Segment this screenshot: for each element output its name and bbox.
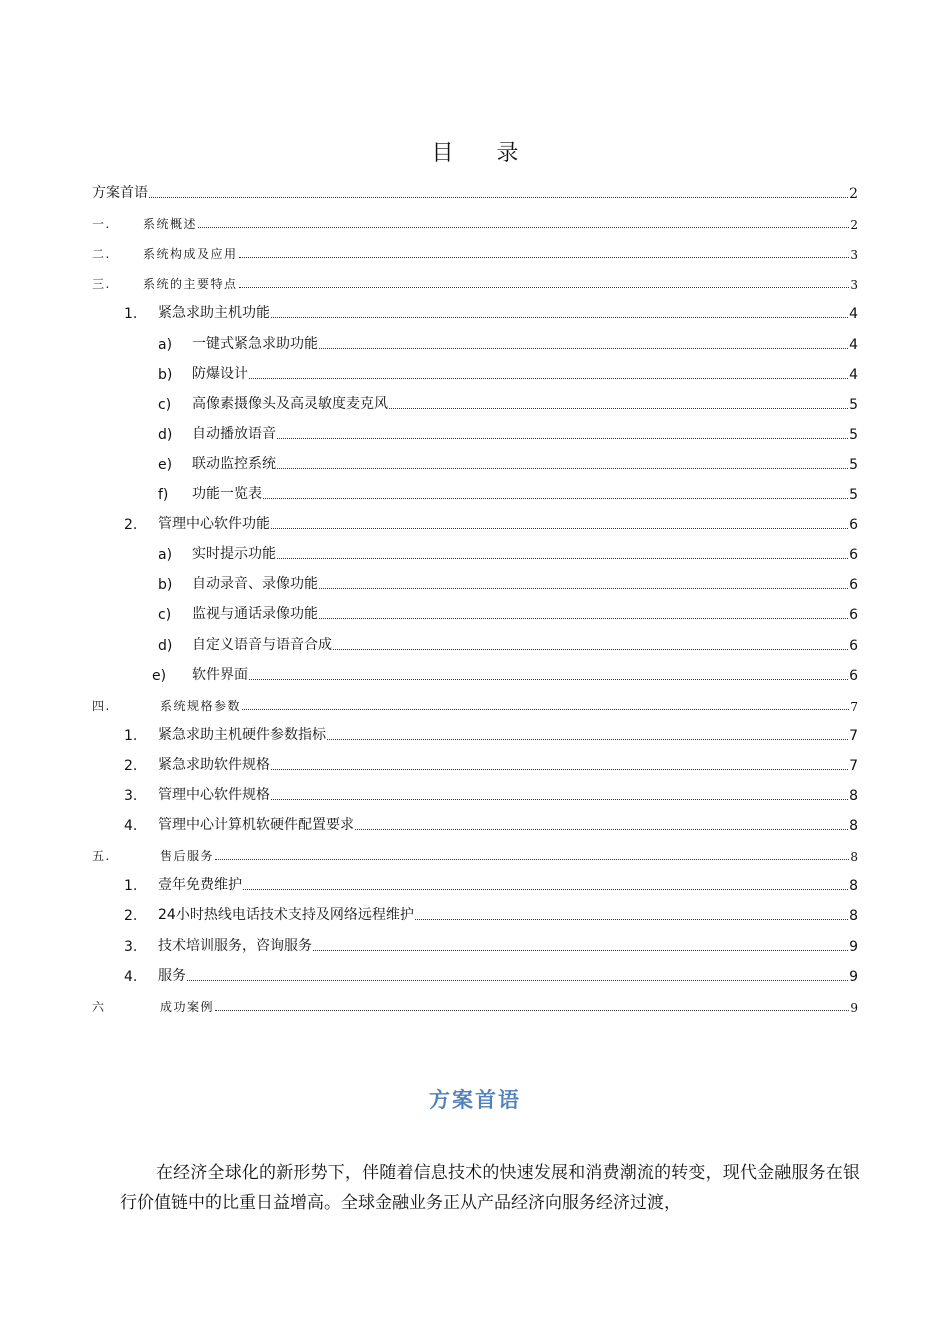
toc-entry[interactable] <box>0 842 950 864</box>
toc-entry-page-number: 4 <box>849 366 858 383</box>
toc-dot-leader <box>271 528 848 529</box>
toc-dot-leader <box>243 889 848 890</box>
toc-dot-leader <box>242 709 849 710</box>
toc-entry-page-number: 9 <box>849 938 858 955</box>
toc-entry-label: 成功案例 <box>160 999 215 1014</box>
toc-entry-page-number: 6 <box>849 607 858 624</box>
toc-entry-line <box>192 603 858 623</box>
toc-entry-number: a) <box>158 336 173 353</box>
toc-entry-page-number: 5 <box>849 456 858 473</box>
toc-entry-page-number: 8 <box>849 818 858 835</box>
toc-title-char-1: 目 <box>431 141 454 166</box>
toc-entry-page-number: 8 <box>850 850 858 865</box>
toc-entry-line <box>158 302 858 322</box>
toc-entry-label: 系统规格参数 <box>160 698 242 713</box>
toc-dot-leader <box>277 468 848 469</box>
toc-entry-page-number: 4 <box>849 336 858 353</box>
toc-entry-number: 三. <box>92 277 111 292</box>
toc-entry-label: 监视与通话录像功能 <box>192 606 318 623</box>
toc-entry-number: 2. <box>124 757 138 774</box>
toc-entry-line <box>160 697 858 714</box>
toc-entry-line <box>192 573 858 593</box>
section-heading: 方案首语 <box>429 1087 521 1112</box>
toc-entry-number: e) <box>152 667 167 684</box>
toc-entry-line <box>158 965 858 985</box>
toc-entry-page-number: 6 <box>849 517 858 534</box>
toc-entry-number: d) <box>158 637 173 654</box>
toc-entry[interactable] <box>0 481 950 503</box>
toc-entry-line <box>158 814 858 834</box>
toc-entry-label: 系统的主要特点 <box>143 277 238 292</box>
toc-entry-line <box>143 275 858 292</box>
toc-dot-leader <box>271 799 848 800</box>
toc-entry[interactable] <box>0 752 950 774</box>
toc-entry-line <box>92 182 858 202</box>
toc-entry[interactable] <box>0 963 950 985</box>
toc-entry-page-number: 4 <box>849 306 858 323</box>
toc-entry[interactable] <box>0 872 950 894</box>
toc-entry-number: 4. <box>124 818 138 835</box>
toc-entry-number: e) <box>158 456 173 473</box>
toc-entry-page-number: 8 <box>849 878 858 895</box>
toc-entry-line <box>158 874 858 894</box>
toc-entry-line <box>192 333 858 353</box>
toc-entry-label: 高像素摄像头及高灵敏度麦克风 <box>192 395 388 412</box>
toc-entry[interactable] <box>0 993 950 1015</box>
toc-entry-label: 系统构成及应用 <box>143 247 238 262</box>
toc-entry-line <box>192 393 858 413</box>
toc-entry[interactable] <box>0 331 950 353</box>
toc-dot-leader <box>215 859 849 860</box>
toc-entry-number: c) <box>158 607 172 624</box>
toc-entry[interactable] <box>0 210 950 232</box>
toc-entry-page-number: 6 <box>849 637 858 654</box>
toc-entry-label: 壹年免费维护 <box>158 877 242 894</box>
toc-entry-page-number: 6 <box>849 667 858 684</box>
toc-entry[interactable] <box>0 722 950 744</box>
toc-entry[interactable] <box>0 391 950 413</box>
toc-dot-leader <box>187 980 848 981</box>
toc-dot-leader <box>215 1010 849 1011</box>
toc-entry-line <box>192 634 858 654</box>
toc-entry-label: 24小时热线电话技术支持及网络远程维护 <box>158 907 414 924</box>
toc-entry-page-number: 3 <box>850 278 858 293</box>
toc-entry-page-number: 6 <box>849 577 858 594</box>
body-paragraph-container <box>120 1158 860 1218</box>
toc-dot-leader <box>249 679 848 680</box>
toc-entry[interactable] <box>0 692 950 714</box>
toc-entry-label: 管理中心计算机软硬件配置要求 <box>158 817 354 834</box>
toc-dot-leader <box>263 498 848 499</box>
toc-entry-label: 方案首语 <box>92 185 148 201</box>
toc-entry-number: b) <box>158 577 173 594</box>
toc-entry[interactable] <box>0 812 950 834</box>
toc-entry-label: 系统概述 <box>143 217 198 232</box>
toc-entry-number: 一. <box>92 217 111 232</box>
toc-dot-leader <box>271 769 848 770</box>
toc-entry-page-number: 5 <box>849 487 858 503</box>
toc-entry-label: 软件界面 <box>192 666 248 683</box>
toc-entry-line <box>192 423 858 443</box>
toc-entry-number: 四. <box>92 698 111 713</box>
toc-entry-label: 一键式紧急求助功能 <box>192 335 318 352</box>
toc-entry-line <box>158 904 858 924</box>
toc-dot-leader <box>277 438 848 439</box>
toc-dot-leader <box>319 618 848 619</box>
toc-entry[interactable] <box>0 421 950 443</box>
toc-entry-number: 1. <box>124 727 138 744</box>
toc-entry-number: 4. <box>124 968 138 985</box>
toc-entry-number: c) <box>158 396 172 413</box>
toc-dot-leader <box>249 378 848 379</box>
toc-entry-label: 管理中心软件功能 <box>158 516 270 533</box>
toc-entry-number: 1. <box>124 878 138 895</box>
toc-entry-label: 紧急求助主机硬件参数指标 <box>158 726 326 743</box>
toc-dot-leader <box>239 257 850 258</box>
toc-entry-line <box>192 543 858 563</box>
toc-entry-line <box>158 935 858 955</box>
toc-entry-line <box>158 784 858 804</box>
toc-entry[interactable] <box>0 601 950 623</box>
toc-entry-line <box>192 363 858 383</box>
toc-entry-label: 自定义语音与语音合成 <box>192 636 332 653</box>
toc-entry-line <box>160 847 858 864</box>
toc-entry-label: 管理中心软件规格 <box>158 787 270 803</box>
toc-dot-leader <box>415 919 848 920</box>
toc-title <box>0 136 950 167</box>
toc-entry-line <box>158 754 858 774</box>
toc-entry-label: 紧急求助主机功能 <box>158 305 270 322</box>
body-paragraph: 在经济全球化的新形势下，伴随着信息技术的快速发展和消费潮流的转变，现代金融服务在银行价值链中的比重日益增高。全球金融业务正从产品经济向服务经济过渡， <box>120 1163 860 1213</box>
toc-entry-number: 二. <box>92 247 111 262</box>
toc-dot-leader <box>271 317 848 318</box>
toc-entry-label: 服务 <box>158 967 186 984</box>
toc-dot-leader <box>319 588 848 589</box>
toc-entry-number: b) <box>158 366 173 383</box>
toc-entry-number: 1. <box>124 306 138 323</box>
toc-entry[interactable] <box>0 511 950 533</box>
toc-entry-label: 自动录音、录像功能 <box>192 576 318 593</box>
toc-entry-page-number: 3 <box>850 248 858 263</box>
toc-dot-leader <box>327 739 848 740</box>
toc-entry-line <box>160 998 858 1015</box>
toc-entry-page-number: 8 <box>849 788 858 804</box>
toc-entry[interactable] <box>0 451 950 473</box>
toc-entry[interactable] <box>0 662 950 684</box>
toc-dot-leader <box>149 197 848 198</box>
toc-dot-leader <box>198 227 849 228</box>
toc-dot-leader <box>319 348 848 349</box>
toc-entry-number: 3. <box>124 938 138 955</box>
toc-dot-leader <box>313 950 848 951</box>
toc-entry-label: 功能一览表 <box>192 486 262 502</box>
toc-entry-label: 实时提示功能 <box>192 546 276 563</box>
toc-entry-label: 技术培训服务，咨询服务 <box>158 937 312 954</box>
toc-entry-page-number: 7 <box>849 727 858 744</box>
toc-entry-number: a) <box>158 547 173 564</box>
toc-entry-page-number: 7 <box>849 757 858 774</box>
toc-entry-line <box>143 215 858 232</box>
toc-entry-number: 六 <box>92 999 106 1014</box>
toc-entry-number: 3. <box>124 788 138 804</box>
toc-entry-line <box>158 513 858 533</box>
toc-entry[interactable] <box>0 270 950 292</box>
toc-entry-number: d) <box>158 426 173 443</box>
toc-entry[interactable] <box>0 240 950 262</box>
toc-entry-page-number: 2 <box>849 186 858 202</box>
toc-entry-number: f) <box>158 487 169 503</box>
toc-dot-leader <box>277 558 848 559</box>
toc-entry[interactable] <box>0 571 950 593</box>
toc-entry-line <box>143 245 858 262</box>
toc-entry[interactable] <box>0 902 950 924</box>
toc-entry[interactable] <box>0 632 950 654</box>
toc-entry-label: 防爆设计 <box>192 365 248 382</box>
toc-entry-page-number: 8 <box>849 908 858 925</box>
toc-entry-page-number: 6 <box>849 547 858 564</box>
toc-entry[interactable] <box>0 180 950 202</box>
toc-entry-line <box>192 453 858 473</box>
toc-entry-page-number: 9 <box>849 968 858 985</box>
toc-entry-page-number: 2 <box>850 218 858 233</box>
toc-dot-leader <box>355 829 848 830</box>
toc-entry-label: 紧急求助软件规格 <box>158 756 270 773</box>
toc-entry-line <box>192 664 858 684</box>
toc-entry-line <box>158 724 858 744</box>
toc-title-char-2: 录 <box>496 141 519 166</box>
toc-entry-label: 售后服务 <box>160 849 215 864</box>
toc-entry[interactable] <box>0 933 950 955</box>
toc-entry[interactable] <box>0 782 950 804</box>
toc-dot-leader <box>333 649 848 650</box>
toc-dot-leader <box>389 408 848 409</box>
toc-entry[interactable] <box>0 300 950 322</box>
toc-dot-leader <box>239 287 850 288</box>
toc-entry-page-number: 5 <box>849 396 858 413</box>
toc-entry-number: 2. <box>124 908 138 925</box>
toc-entry[interactable] <box>0 361 950 383</box>
toc-entry-number: 五. <box>92 849 111 864</box>
toc-entry-page-number: 9 <box>850 1000 858 1015</box>
toc-entry[interactable] <box>0 541 950 563</box>
toc-entry-label: 联动监控系统 <box>192 455 276 472</box>
toc-entry-page-number: 7 <box>850 699 858 714</box>
toc-entry-number: 2. <box>124 517 138 534</box>
toc-entry-label: 自动播放语音 <box>192 425 276 442</box>
toc-entry-line <box>192 483 858 503</box>
toc-entry-page-number: 5 <box>849 426 858 443</box>
